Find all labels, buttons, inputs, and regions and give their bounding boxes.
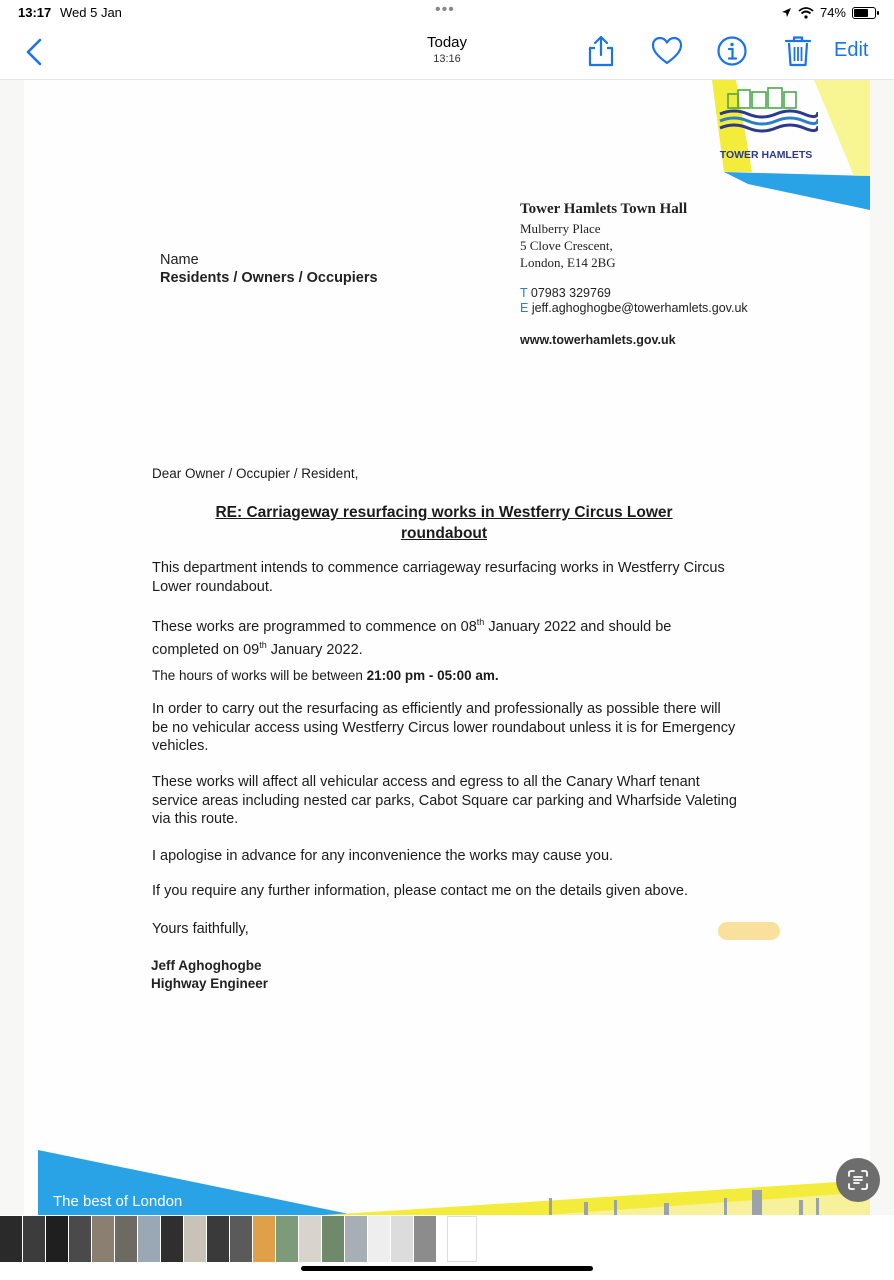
back-chevron-icon[interactable] (20, 36, 50, 68)
photo-thumbnail[interactable] (161, 1216, 183, 1262)
photo-navigation-bar (0, 26, 894, 80)
paragraph-access: In order to carry out the resurfacing as efficiently and professionally as possible there will be no vehicular access using Westferry Circus lower roundabout unless it is for Emergency vehicles. (152, 701, 736, 754)
location-icon (781, 7, 792, 18)
photo-thumbnail[interactable] (23, 1216, 45, 1262)
hours-value: 21:00 pm - 05:00 am. (366, 668, 499, 683)
photo-thumbnail[interactable] (276, 1216, 298, 1262)
share-icon[interactable] (584, 34, 618, 68)
tower-hamlets-logo (714, 86, 818, 161)
photo-thumbnail[interactable] (138, 1216, 160, 1262)
footer-slogan: The best of London (53, 1193, 183, 1210)
multitasking-dots-icon[interactable]: ••• (435, 1, 455, 18)
schedule-text: January 2022 and should be completed on 09 (152, 618, 672, 659)
status-time: 13:17 (18, 5, 52, 20)
salutation: Dear Owner / Occupier / Resident, (152, 466, 359, 481)
signature-block (151, 957, 268, 993)
photo-thumbnail[interactable] (92, 1216, 114, 1262)
logo-wordmark: TOWER HAMLETS (719, 149, 813, 161)
live-text-icon (846, 1168, 870, 1192)
hours-text: The hours of works will be between (152, 668, 367, 683)
paragraph-schedule (152, 613, 738, 660)
sender-address-line: 5 Clove Crescent, (520, 238, 613, 253)
photo-thumbnail-strip[interactable] (0, 1216, 894, 1262)
phone-label: T (520, 286, 528, 300)
nav-subtitle: 13:16 (433, 53, 461, 65)
signatory-title: Highway Engineer (151, 976, 269, 991)
logo-towers-icon (714, 86, 818, 138)
paragraph-hours (152, 668, 499, 683)
photo-thumbnail[interactable] (368, 1216, 390, 1262)
sender-org: Tower Hamlets Town Hall (520, 201, 688, 217)
photo-thumbnail-selected[interactable] (447, 1216, 477, 1262)
highlighter-mark (718, 922, 780, 940)
status-bar (0, 0, 894, 26)
paragraph-intro: This department intends to commence carriageway resurfacing works in Westferry Circus Lower roundabout. (152, 560, 725, 595)
photo-thumbnail[interactable] (69, 1216, 91, 1262)
sender-address-line: London, E14 2BG (520, 255, 616, 270)
recipient-line: Residents / Owners / Occupiers (160, 270, 378, 286)
recipient-name-label: Name (160, 252, 199, 268)
trash-icon[interactable] (781, 34, 815, 68)
schedule-text: January 2022. (266, 642, 363, 659)
photo-thumbnail[interactable] (207, 1216, 229, 1262)
photo-viewer[interactable] (0, 80, 894, 1215)
schedule-text: These works are programmed to commence on 08 (152, 618, 477, 635)
sender-address-line: Mulberry Place (520, 221, 601, 236)
email-address: jeff.aghoghogbe@towerhamlets.gov.uk (531, 301, 748, 315)
favorite-heart-icon[interactable] (650, 34, 684, 68)
signatory-name: Jeff Aghoghogbe (151, 958, 262, 973)
letter-document (24, 80, 870, 1215)
info-icon[interactable] (715, 34, 749, 68)
paragraph-impact: These works will affect all vehicular access and egress to all the Canary Wharf tenant service areas including nested car parks, Cabot Square car parking and Wharfside Valeting via this route. (152, 774, 737, 827)
battery-icon (852, 7, 876, 19)
phone-number: 07983 329769 (530, 286, 611, 300)
ordinal-suffix: th (259, 640, 267, 651)
status-date: Wed 5 Jan (60, 5, 122, 20)
sender-phone (520, 286, 611, 300)
closing: Yours faithfully, (152, 921, 249, 937)
photo-thumbnail[interactable] (46, 1216, 68, 1262)
email-label: E (520, 301, 529, 315)
photo-thumbnail[interactable] (184, 1216, 206, 1262)
photo-thumbnail[interactable] (414, 1216, 436, 1262)
photo-thumbnail[interactable] (299, 1216, 321, 1262)
subject-line: roundabout (400, 525, 488, 542)
sender-email (520, 301, 748, 315)
photo-thumbnail[interactable] (115, 1216, 137, 1262)
paragraph-apology: I apologise in advance for any inconvenience the works may cause you. (152, 848, 614, 864)
photo-thumbnail[interactable] (391, 1216, 413, 1262)
battery-level (854, 9, 868, 17)
wifi-icon (798, 7, 814, 19)
nav-title: Today (426, 34, 468, 51)
photo-thumbnail[interactable] (322, 1216, 344, 1262)
photo-thumbnail[interactable] (230, 1216, 252, 1262)
ordinal-suffix: th (476, 617, 485, 627)
live-text-button[interactable] (836, 1158, 880, 1202)
subject-line: RE: Carriageway resurfacing works in Westferry Circus Lower (215, 504, 673, 521)
home-indicator[interactable] (301, 1266, 593, 1271)
paragraph-contact: If you require any further information, please contact me on the details given above. (152, 883, 689, 899)
sender-website: www.towerhamlets.gov.uk (520, 333, 676, 347)
photo-thumbnail[interactable] (0, 1216, 22, 1262)
photo-thumbnail[interactable] (253, 1216, 275, 1262)
edit-button[interactable]: Edit (834, 39, 869, 61)
photo-thumbnail[interactable] (345, 1216, 367, 1262)
photo-date-title (347, 34, 547, 65)
subject-heading (152, 502, 736, 544)
battery-percent: 74% (819, 5, 846, 20)
